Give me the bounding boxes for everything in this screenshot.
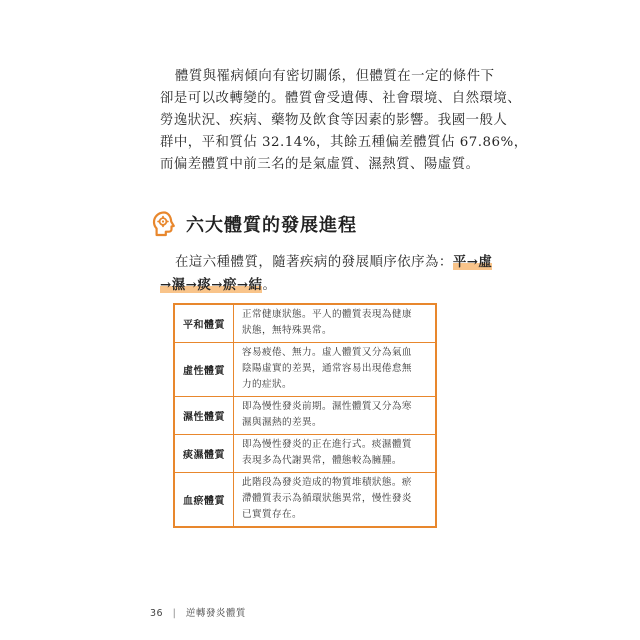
constitution-name: 濕性體質: [174, 397, 234, 435]
description-line: 此階段為發炎造成的物質堆積狀態。瘀: [242, 477, 412, 488]
page-footer: [150, 605, 246, 619]
paragraph-line: 體質與罹病傾向有密切關係，但體質在一定的條件下: [175, 69, 495, 84]
description-line: 表現多為代謝異常，體態較為臃腫。: [242, 455, 402, 466]
description-line: 滯體質表示為循環狀態異常，慢性發炎: [242, 493, 412, 504]
paragraph-line: 卻是可以改轉變的。體質會受遺傳、社會環境、自然環境、: [160, 91, 522, 106]
constitution-description: [234, 473, 437, 528]
constitution-name: 虛性體質: [174, 343, 234, 397]
body-paragraph: [160, 66, 528, 176]
constitution-description: [234, 397, 437, 435]
sequence-highlight: →濕→痰→瘀→結: [160, 277, 263, 293]
section-heading: [150, 209, 357, 239]
sequence-intro: [160, 251, 492, 297]
book-title: 逆轉發炎體質: [185, 608, 246, 619]
intro-line: [160, 251, 492, 274]
constitution-table: [173, 303, 437, 528]
intro-text: 。: [262, 278, 277, 293]
page-number: 36: [150, 608, 164, 619]
sequence-highlight: 平→虛: [452, 254, 493, 270]
description-line: 狀態，無特殊異常。: [242, 325, 332, 336]
description-line: 正常健康狀態。平人的體質表現為健康: [242, 309, 412, 320]
constitution-name: 痰濕體質: [174, 435, 234, 473]
description-line: 陰陽虛實的差異，通常容易出現倦怠無: [242, 363, 412, 374]
table-row: [174, 304, 436, 343]
paragraph-line: 勞逸狀況、疾病、藥物及飲食等因素的影響。我國一般人: [160, 113, 508, 128]
section-title: 六大體質的發展進程: [186, 215, 357, 236]
description-line: 即為慢性發炎前期。濕性體質又分為寒: [242, 401, 412, 412]
description-line: 容易疲倦、無力。虛人體質又分為氣血: [242, 347, 412, 358]
table-row: [174, 343, 436, 397]
description-line: 已實質存在。: [242, 509, 302, 520]
table-row: [174, 473, 436, 528]
description-line: 即為慢性發炎的正在進行式。痰濕體質: [242, 439, 412, 450]
footer-separator: |: [172, 608, 177, 619]
table-row: [174, 435, 436, 473]
constitution-description: [234, 435, 437, 473]
constitution-description: [234, 304, 437, 343]
constitution-description: [234, 343, 437, 397]
constitution-name: 血瘀體質: [174, 473, 234, 528]
paragraph-line: 群中，平和質佔 32.14%，其餘五種偏差體質佔 67.86%，: [160, 135, 528, 150]
intro-text: 在這六種體質，隨著疾病的發展順序依序為：: [175, 255, 453, 270]
description-line: 力的症狀。: [242, 379, 292, 390]
intro-line: [160, 274, 492, 297]
head-gear-icon: [150, 210, 178, 238]
paragraph-line: 而偏差體質中前三名的是氣虛質、濕熱質、陽虛質。: [160, 157, 480, 172]
constitution-name: 平和體質: [174, 304, 234, 343]
table-row: [174, 397, 436, 435]
description-line: 濕與濕熱的差異。: [242, 417, 322, 428]
